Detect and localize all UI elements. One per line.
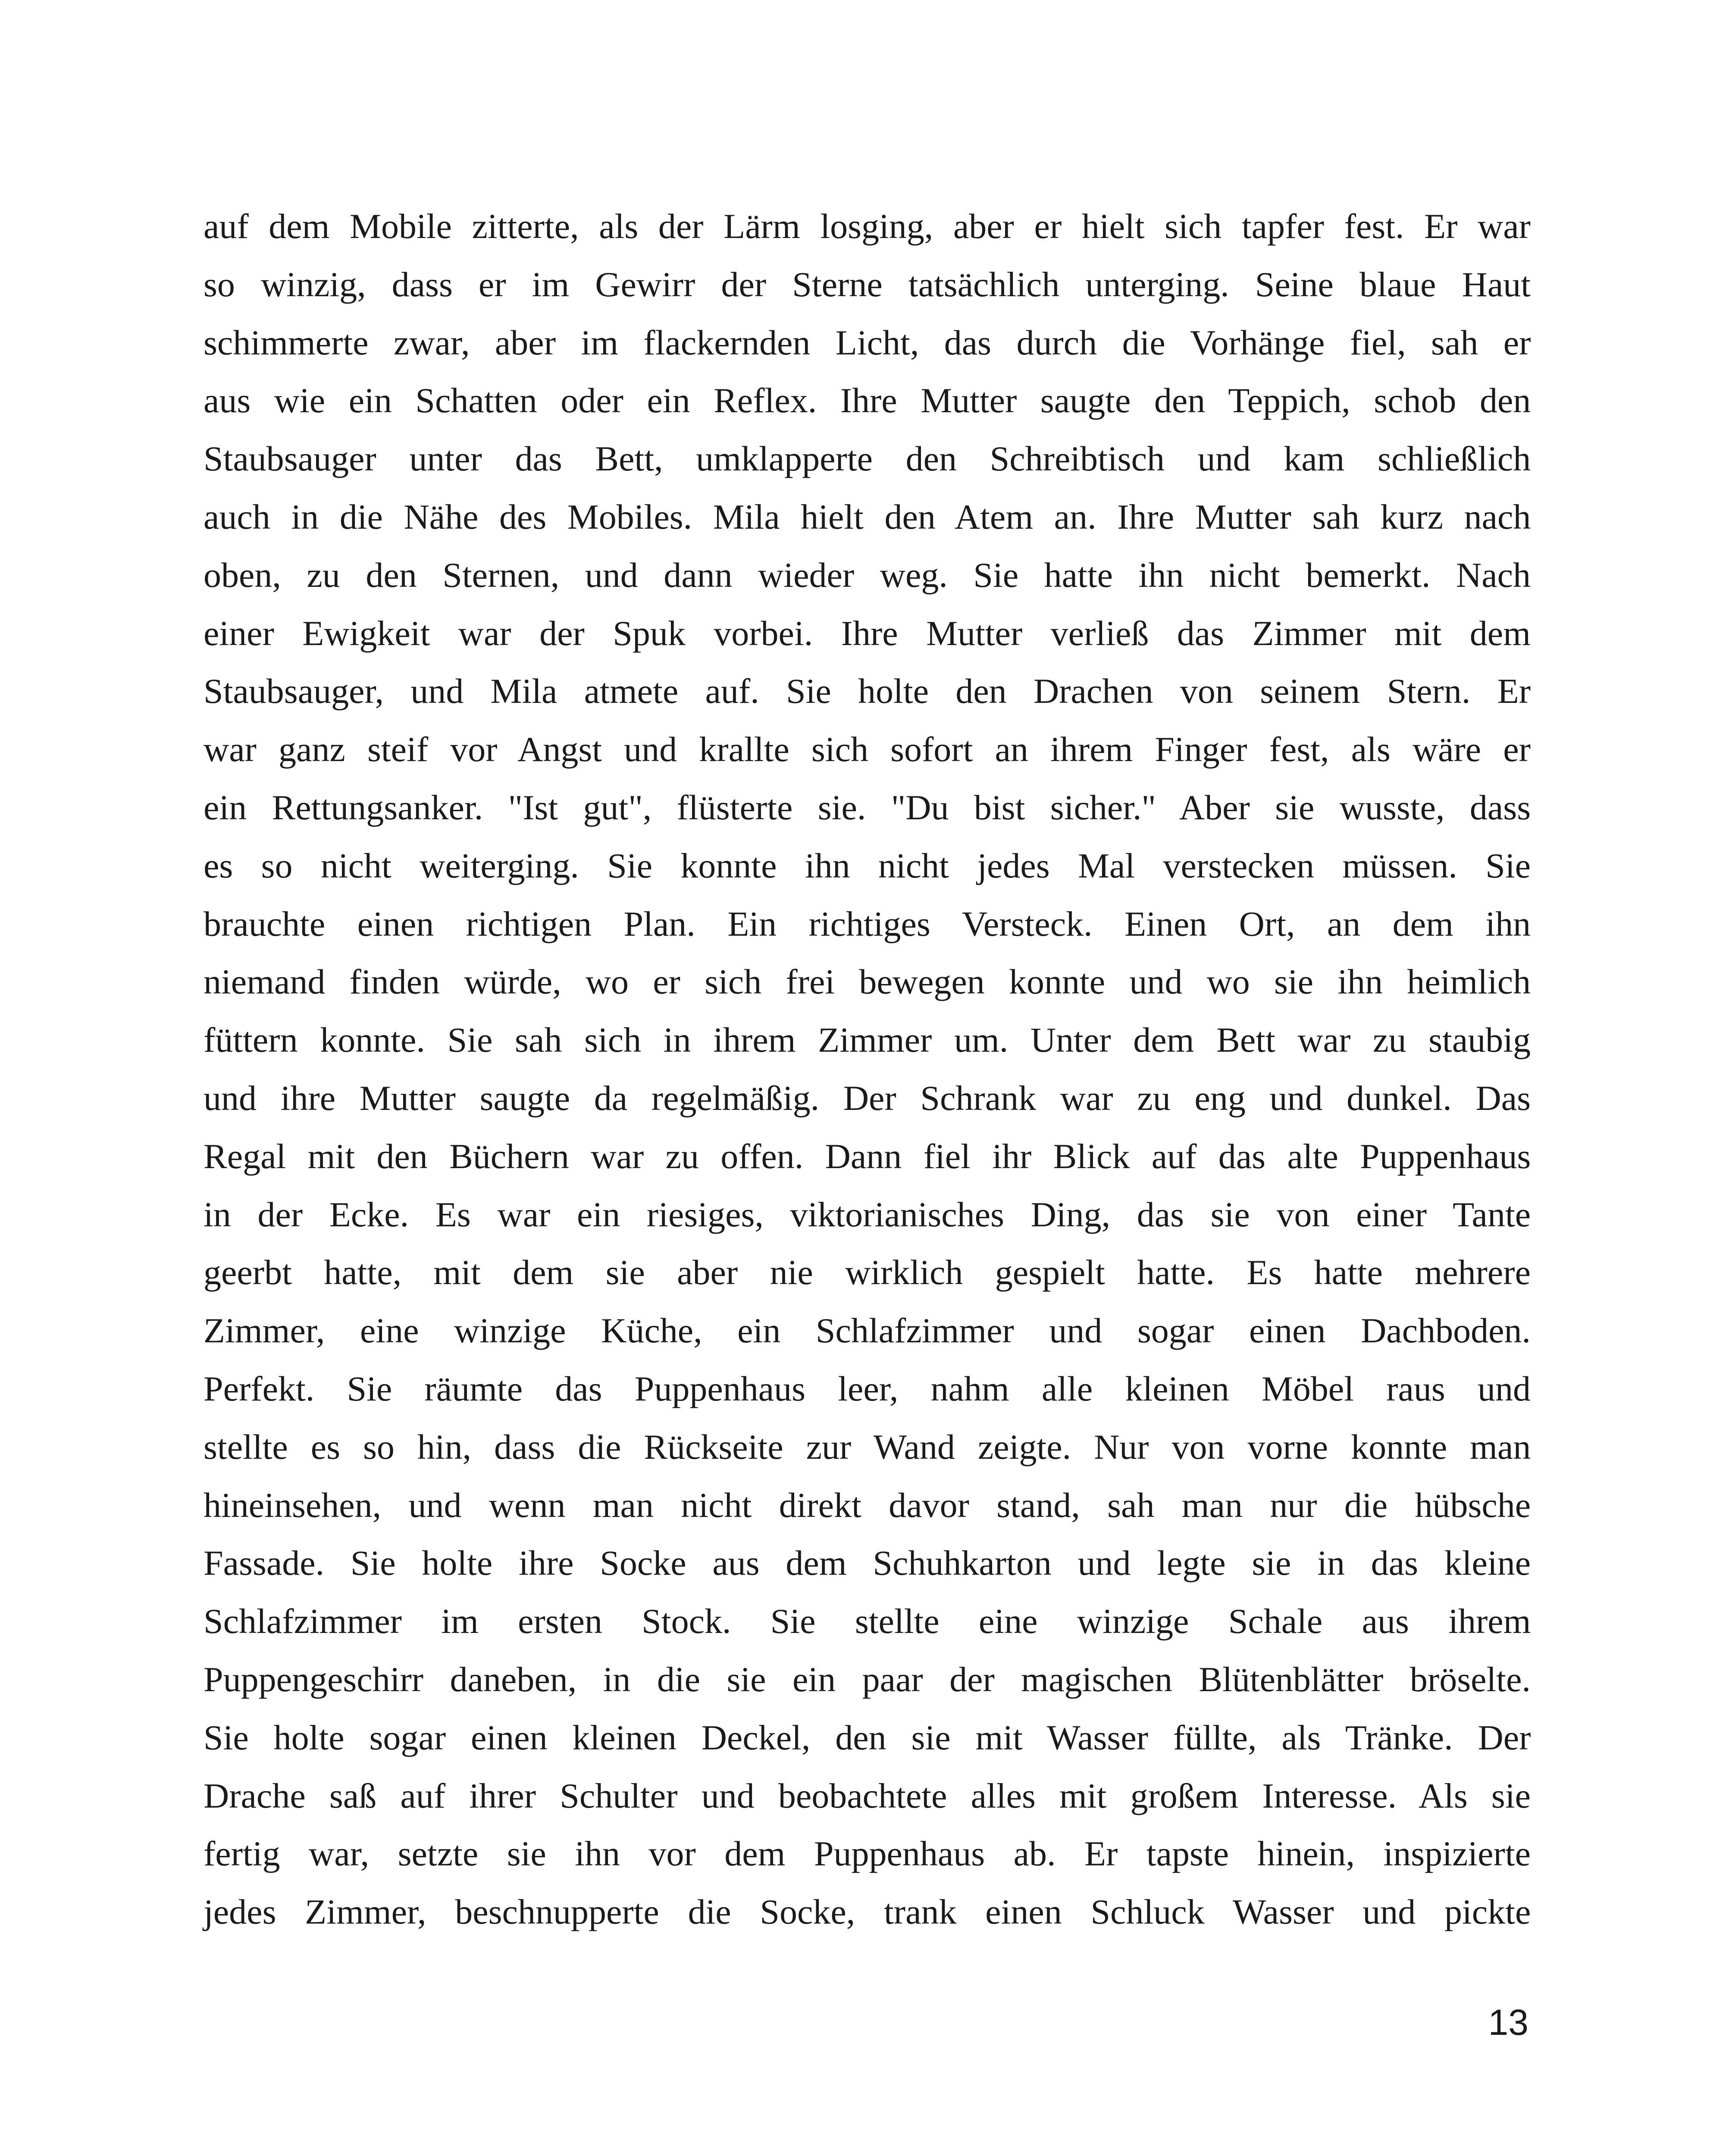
text-line: Sie holte sogar einen kleinen Deckel, den sie mit Wasser füllte, als Tränke. Der: [204, 1717, 1531, 1757]
text-line: geerbt hatte, mit dem sie aber nie wirklich gespielt hatte. Es hatte mehrere: [204, 1253, 1531, 1292]
text-line: brauchte einen richtigen Plan. Ein richtiges Versteck. Einen Ort, an dem ihn: [204, 904, 1531, 943]
text-line: in der Ecke. Es war ein riesiges, viktorianisches Ding, das sie von einer Tante: [204, 1194, 1531, 1234]
text-line: einer Ewigkeit war der Spuk vorbei. Ihre Mutter verließ das Zimmer mit dem: [204, 613, 1531, 653]
text-line: Staubsauger, und Mila atmete auf. Sie holte den Drachen von seinem Stern. Er: [204, 671, 1531, 711]
text-line: aus wie ein Schatten oder ein Reflex. Ihre Mutter saugte den Teppich, schob den: [204, 381, 1531, 420]
text-line: ein Rettungsanker. "Ist gut", flüsterte sie. "Du bist sicher." Aber sie wusste, dass: [204, 787, 1531, 827]
text-line: auch in die Nähe des Mobiles. Mila hielt den Atem an. Ihre Mutter sah kurz nach: [204, 497, 1531, 536]
text-line: Regal mit den Büchern war zu offen. Dann fiel ihr Blick auf das alte Puppenhaus: [204, 1136, 1531, 1176]
text-line: Staubsauger unter das Bett, umklapperte den Schreibtisch und kam schließlich: [204, 439, 1531, 479]
text-line: und ihre Mutter saugte da regelmäßig. Der Schrank war zu eng und dunkel. Das: [204, 1078, 1531, 1118]
text-line: war ganz steif vor Angst und krallte sich sofort an ihrem Finger fest, als wäre er: [204, 730, 1531, 769]
text-line: Drache saß auf ihrer Schulter und beobachtete alles mit großem Interesse. Als sie: [204, 1776, 1531, 1815]
text-line: Puppengeschirr daneben, in die sie ein paar der magischen Blütenblätter bröselte.: [204, 1659, 1531, 1699]
text-line: Fassade. Sie holte ihre Socke aus dem Schuhkarton und legte sie in das kleine: [204, 1543, 1531, 1583]
body-text: [204, 197, 1531, 1941]
text-line: Schlafzimmer im ersten Stock. Sie stellte eine winzige Schale aus ihrem: [204, 1601, 1531, 1641]
text-line: oben, zu den Sternen, und dann wieder weg. Sie hatte ihn nicht bemerkt. Nach: [204, 555, 1531, 595]
text-line: füttern konnte. Sie sah sich in ihrem Zimmer um. Unter dem Bett war zu staubig: [204, 1020, 1531, 1060]
text-line: schimmerte zwar, aber im flackernden Licht, das durch die Vorhänge fiel, sah er: [204, 323, 1531, 362]
text-line: es so nicht weiterging. Sie konnte ihn nicht jedes Mal verstecken müssen. Sie: [204, 846, 1531, 885]
text-line: Zimmer, eine winzige Küche, ein Schlafzimmer und sogar einen Dachboden.: [204, 1311, 1531, 1351]
text-line: auf dem Mobile zitterte, als der Lärm losging, aber er hielt sich tapfer fest. Er war: [204, 207, 1531, 246]
text-line: Perfekt. Sie räumte das Puppenhaus leer, nahm alle kleinen Möbel raus und: [204, 1369, 1531, 1408]
text-line: so winzig, dass er im Gewirr der Sterne tatsächlich unterging. Seine blaue Haut: [204, 264, 1531, 304]
text-line: jedes Zimmer, beschnupperte die Socke, trank einen Schluck Wasser und pickte: [204, 1892, 1531, 1932]
text-line: hineinsehen, und wenn man nicht direkt davor stand, sah man nur die hübsche: [204, 1485, 1531, 1525]
page-number: 13: [1488, 2002, 1528, 2043]
text-line: stellte es so hin, dass die Rückseite zur Wand zeigte. Nur von vorne konnte man: [204, 1427, 1531, 1467]
text-line: niemand finden würde, wo er sich frei bewegen konnte und wo sie ihn heimlich: [204, 962, 1531, 1002]
text-line: fertig war, setzte sie ihn vor dem Puppenhaus ab. Er tapste hinein, inspizierte: [204, 1834, 1531, 1874]
